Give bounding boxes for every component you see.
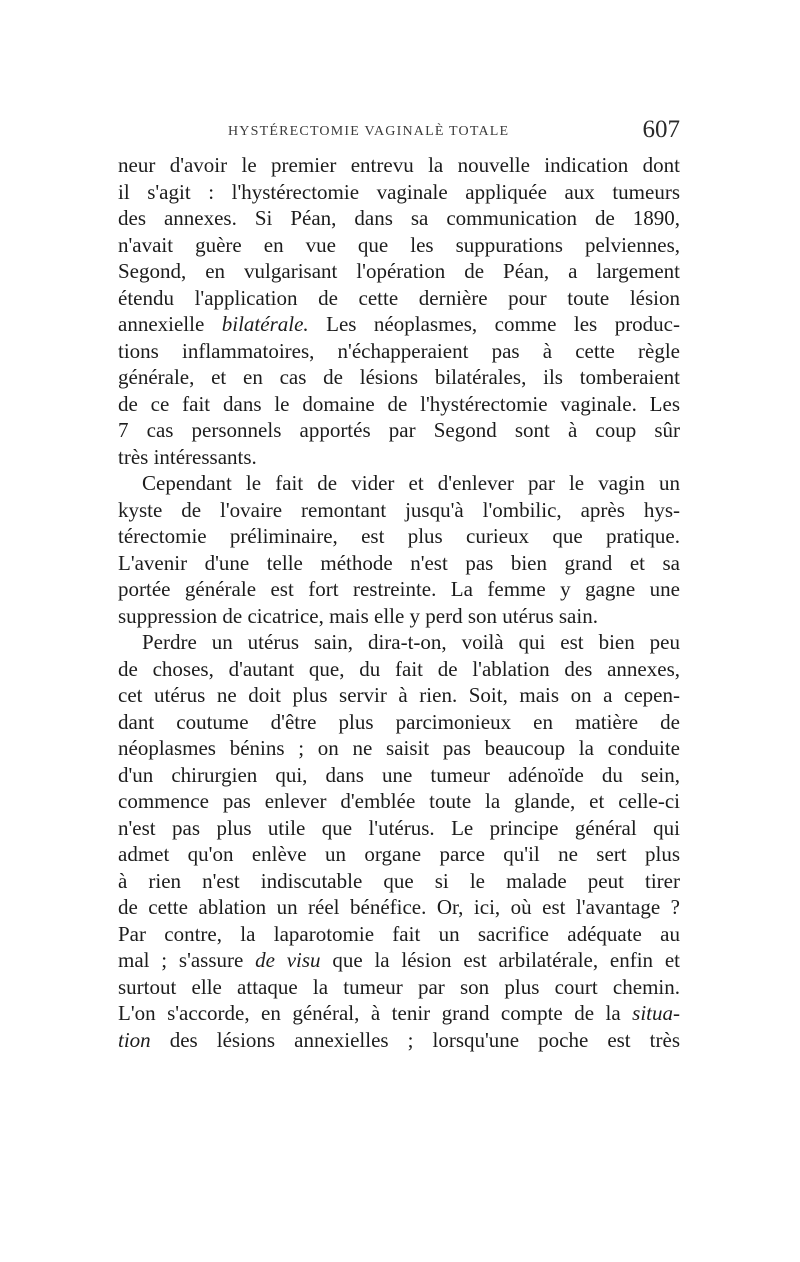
text-line	[118, 947, 680, 974]
text-line: n'avait guère en vue que les suppurations pelviennes,	[118, 232, 680, 257]
text-line: étendu l'application de cette dernière pour toute lésion	[118, 285, 680, 310]
text-line	[118, 1027, 680, 1054]
text-line: Perdre un utérus sain, dira-t-on, voilà qui est bien peu	[142, 630, 680, 654]
text-segment: mal ; s'assure	[118, 948, 256, 972]
text-line: 7 cas personnels apportés par Segond sont à coup sûr	[118, 418, 680, 442]
text-line: térectomie préliminaire, est plus curieux que pratique.	[118, 524, 680, 548]
text-line: de cette ablation un réel bénéfice. Or, ici, où est l'avantage ?	[118, 895, 680, 919]
italic-emphasis: de visu	[255, 948, 321, 972]
text-line: cet utérus ne doit plus servir à rien. Soit, mais on a cepen-	[118, 683, 680, 707]
text-line: neur d'avoir le premier entrevu la nouvelle indication dont	[118, 153, 680, 177]
text-line: des annexes. Si Péan, dans sa communication de 1890,	[118, 206, 680, 230]
text-line: de choses, d'autant que, du fait de l'ablation des annexes,	[118, 656, 680, 681]
text-line: n'est pas plus utile que l'utérus. Le principe général qui	[118, 815, 680, 840]
italic-emphasis: tion	[118, 1027, 151, 1052]
text-line: commence pas enlever d'emblée toute la glande, et celle-ci	[118, 789, 680, 813]
running-title: HYSTÉRECTOMIE VAGINALÈ TOTALE	[228, 124, 510, 139]
text-segment: Les néoplasmes, comme les produc-	[308, 312, 680, 336]
italic-emphasis: bilatérale.	[221, 312, 309, 336]
text-line: surtout elle attaque la tumeur par son plus court chemin.	[118, 974, 680, 999]
text-segment: L'on s'accorde, en général, à tenir grand compte de la	[118, 1001, 633, 1025]
text-line: Segond, en vulgarisant l'opération de Péan, a largement	[118, 259, 680, 283]
text-line: L'avenir d'une telle méthode n'est pas bien grand et sa	[118, 550, 680, 575]
italic-emphasis: situa-	[632, 1001, 680, 1025]
text-line: de ce fait dans le domaine de l'hystérectomie vaginale. Les	[118, 391, 680, 416]
text-line	[118, 1000, 680, 1027]
text-segment: annexielle	[118, 312, 222, 336]
text-line: très intéressants.	[118, 444, 257, 469]
text-line: à rien n'est indiscutable que si le malade peut tirer	[118, 868, 680, 893]
running-head	[118, 118, 680, 146]
text-line: il s'agit : l'hystérectomie vaginale appliquée aux tumeurs	[118, 179, 680, 204]
text-line: tions inflammatoires, n'échapperaient pas à cette règle	[118, 338, 680, 363]
text-line: dant coutume d'être plus parcimonieux en matière de	[118, 709, 680, 734]
text-segment: que la lésion est arbilatérale, enfin et	[320, 948, 680, 972]
text-line: néoplasmes bénins ; on ne saisit pas beaucoup la conduite	[118, 736, 680, 760]
text-line: Cependant le fait de vider et d'enlever par le vagin un	[142, 471, 680, 495]
text-line	[118, 311, 680, 338]
body-text	[118, 152, 680, 1053]
text-line: admet qu'on enlève un organe parce qu'il ne sert plus	[118, 842, 680, 866]
text-line: d'un chirurgien qui, dans une tumeur adénoïde du sein,	[118, 762, 680, 787]
text-line: portée générale est fort restreinte. La femme y gagne une	[118, 577, 680, 601]
page-number: 607	[642, 116, 680, 143]
text-line: suppression de cicatrice, mais elle y perd son utérus sain.	[118, 603, 598, 628]
text-segment: des lésions annexielles ; lorsqu'une poche est très	[150, 1027, 680, 1052]
text-line: kyste de l'ovaire remontant jusqu'à l'ombilic, après hys-	[118, 497, 680, 522]
text-line: générale, et en cas de lésions bilatérales, ils tomberaient	[118, 365, 680, 389]
text-line: Par contre, la laparotomie fait un sacrifice adéquate au	[118, 921, 680, 946]
